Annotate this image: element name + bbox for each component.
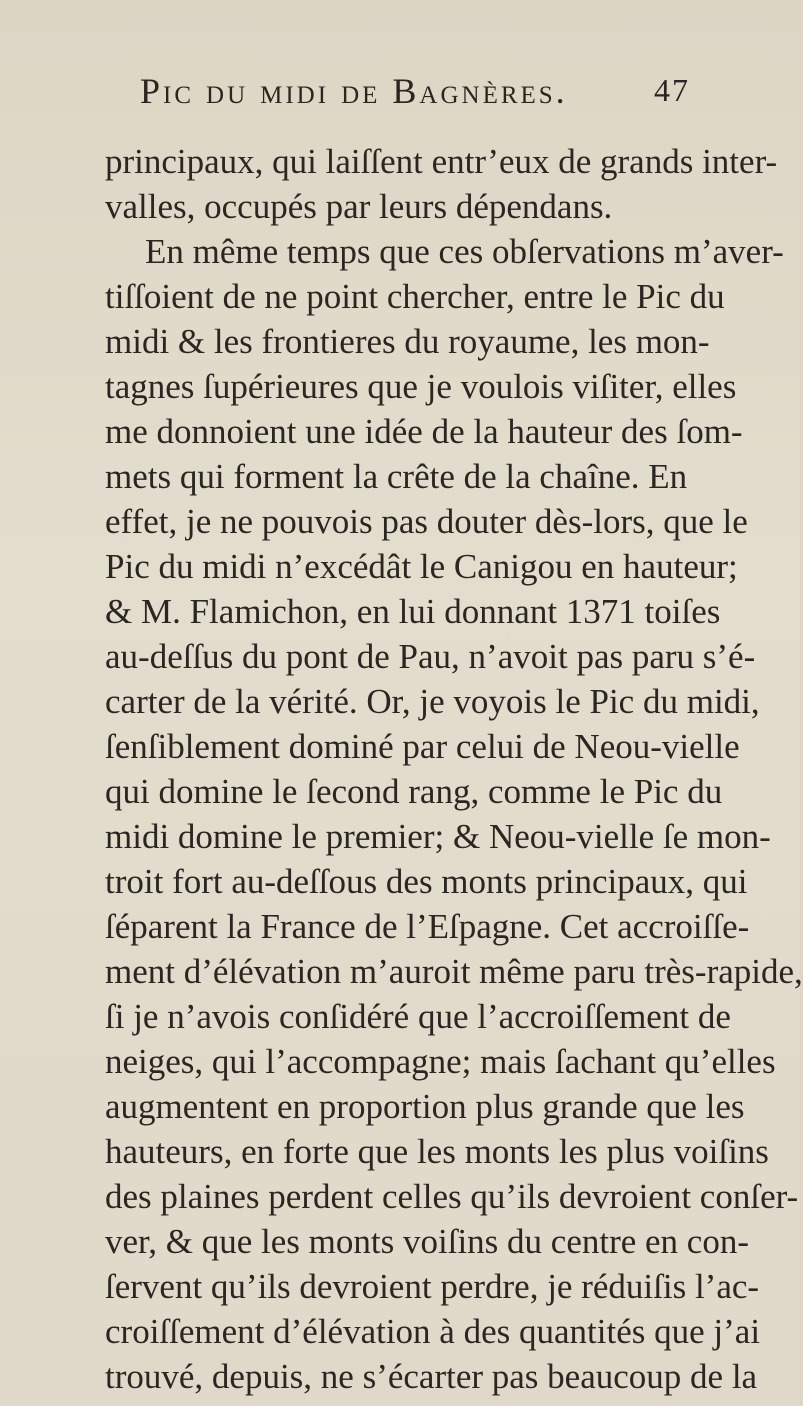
text-line: au-deſſus du pont de Pau, n’avoit pas paru s’é- (105, 637, 756, 676)
text-line: midi domine le premier; & Neou-vielle ſe mon- (105, 817, 771, 856)
text-line: trouvé, depuis, ne s’écarter pas beaucoup de la (105, 1357, 758, 1396)
text-line: hauteurs, en forte que les monts les plus voiſins (105, 1132, 769, 1171)
text-line: ment d’élévation m’auroit même paru très-rapide, (105, 952, 803, 991)
text-line: ſervent qu’ils devroient perdre, je réduiſis l’ac- (105, 1267, 760, 1306)
text-line: carter de la vérité. Or, je voyois le Pic du midi, (105, 682, 760, 721)
text-line: croiſſement d’élévation à des quantités que j’ai (105, 1312, 761, 1351)
text-line: principaux, qui laiſſent entr’eux de grands inter- (105, 142, 778, 181)
page-number: 47 (654, 72, 690, 108)
text-line: ſi je n’avois conſidéré que l’accroiſſement de (105, 997, 731, 1036)
text-line: mets qui forment la crête de la chaîne. En (105, 457, 688, 496)
text-line: tiſſoient de ne point chercher, entre le Pic du (105, 277, 725, 316)
text-line: des plaines perdent celles qu’ils devroient conſer- (105, 1177, 799, 1216)
text-line: ver, & que les monts voiſins du centre en con- (105, 1222, 749, 1261)
running-title: Pic du midi de Bagnères. (140, 71, 568, 111)
text-line: ſenſiblement dominé par celui de Neou-vielle (105, 727, 740, 766)
text-line: effet, je ne pouvois pas douter dès-lors, que le (105, 502, 748, 541)
text-line: neiges, qui l’accompagne; mais ſachant qu’elles (105, 1042, 776, 1081)
text-line: troit fort au-deſſous des monts principaux, qui (105, 862, 748, 901)
text-line: tagnes ſupérieures que je voulois viſiter, elles (105, 367, 737, 406)
text-line: qui domine le ſecond rang, comme le Pic du (105, 772, 723, 811)
text-line: Pic du midi n’excédât le Canigou en hauteur; (105, 547, 738, 586)
text-line: & M. Flamichon, en lui donnant 1371 toiſes (105, 592, 721, 631)
text-line: midi & les frontieres du royaume, les mon- (105, 322, 710, 361)
text-line: valles, occupés par leurs dépendans. (105, 187, 613, 226)
text-line: me donnoient une idée de la hauteur des ſom- (105, 412, 743, 451)
text-line: augmentent en proportion plus grande que les (105, 1087, 745, 1126)
text-line: En même temps que ces obſervations m’aver- (145, 232, 784, 271)
text-line: ſéparent la France de l’Eſpagne. Cet accroiſſe- (105, 907, 750, 946)
